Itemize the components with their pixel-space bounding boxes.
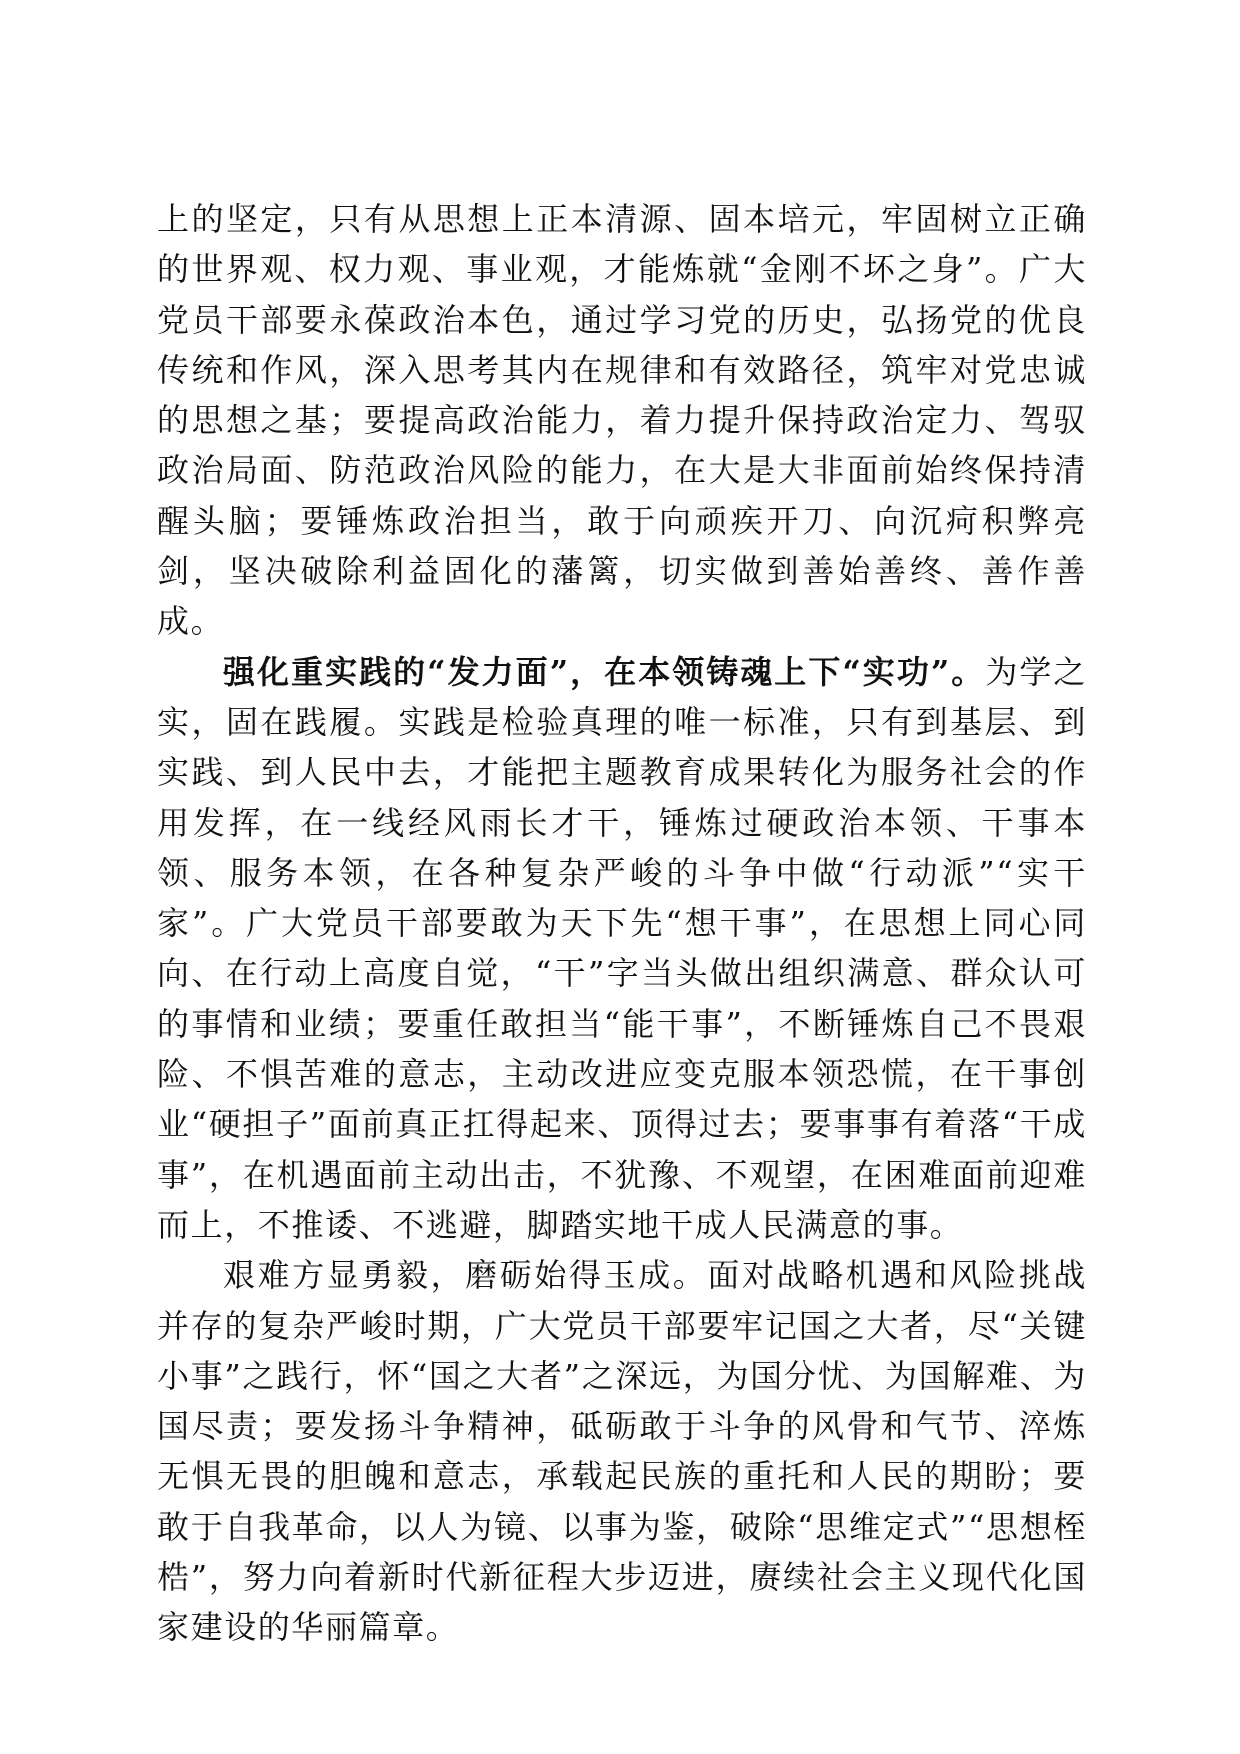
paragraph-conclusion (157, 1250, 1087, 1652)
paragraph-text: 艰难方显勇毅，磨砺始得玉成。面对战略机遇和风险挑战并存的复杂严峻时期，广大党员干部要牢记国之大者，尽“关键小事”之践行，怀“国之大者”之深远，为国分忧、为国解难、为国尽责；要发扬斗争精神，砥砺敢于斗争的风骨和气节、淬炼无惧无畏的胆魄和意志，承载起民族的重托和人民的期盼；要敢于自我革命，以人为镜、以事为鉴，破除“思维定式”“思想桎梏”，努力向着新时代新征程大步迈进，赓续社会主义现代化国家建设的华丽篇章。 (157, 1256, 1087, 1647)
paragraph-text: 上的坚定，只有从思想上正本清源、固本培元，牢固树立正确的世界观、权力观、事业观，才能炼就“金刚不坏之身”。广大党员干部要永葆政治本色，通过学习党的历史，弘扬党的优良传统和作风，深入思考其内在规律和有效路径，筑牢对党忠诚的思想之基；要提高政治能力，着力提升保持政治定力、驾驭政治局面、防范政治风险的能力，在大是大非面前始终保持清醒头脑；要锤炼政治担当，敢于向顽疾开刀、向沉疴积弊亮剑，坚决破除利益固化的藩篱，切实做到善始善终、善作善成。 (157, 200, 1087, 641)
paragraph-continuation (157, 194, 1087, 647)
paragraph-lead-heading: 强化重实践的“发力面”，在本领铸魂上下“实功”。 (223, 652, 986, 691)
paragraph-practice (157, 647, 1087, 1251)
paragraph-text: 为学之实，固在践履。实践是检验真理的唯一标准，只有到基层、到实践、到人民中去，才能把主题教育成果转化为服务社会的作用发挥，在一线经风雨长才干，锤炼过硬政治本领、干事本领、服务本领，在各种复杂严峻的斗争中做“行动派”“实干家”。广大党员干部要敢为天下先“想干事”，在思想上同心同向、在行动上高度自觉，“干”字当头做出组织满意、群众认可的事情和业绩；要重任敢担当“能干事”，不断锤炼自己不畏艰险、不惧苦难的意志，主动改进应变克服本领恐慌，在干事创业“硬担子”面前真正扛得起来、顶得过去；要事事有着落“干成事”，在机遇面前主动出击，不犹豫、不观望，在困难面前迎难而上，不推诿、不逃避，脚踏实地干成人民满意的事。 (157, 652, 1087, 1244)
document-body (157, 194, 1087, 1653)
